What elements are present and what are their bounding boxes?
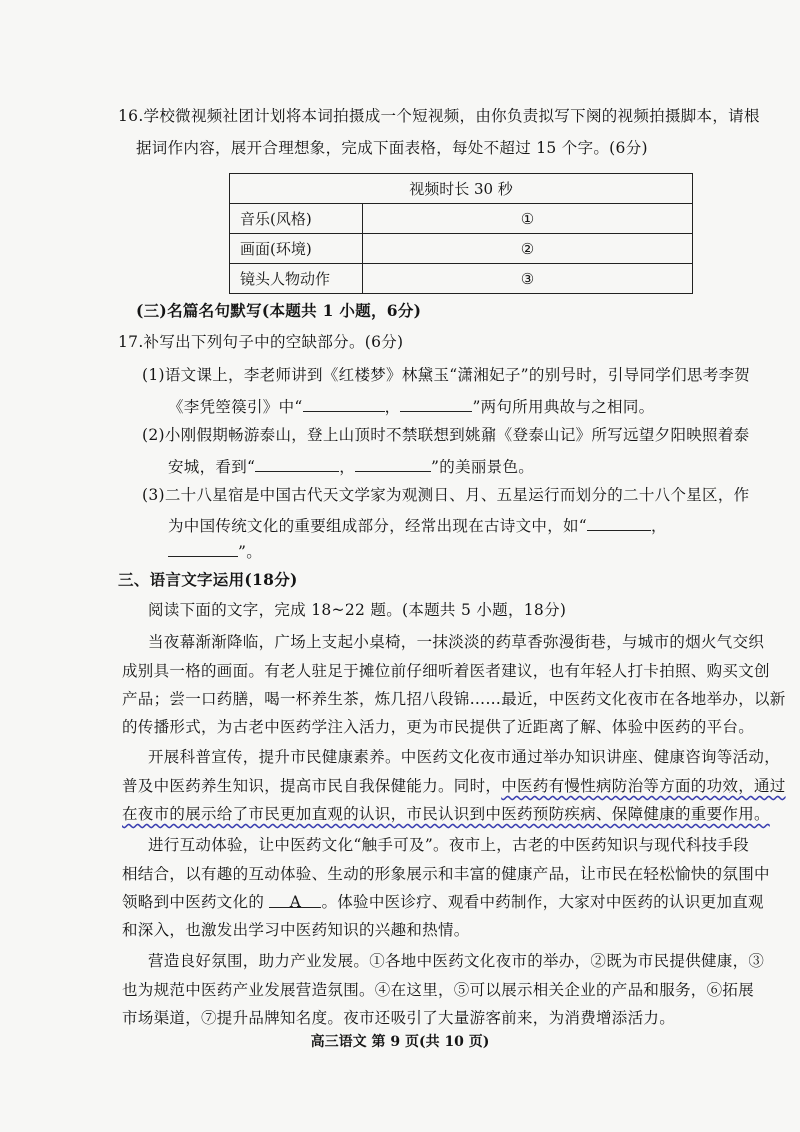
answer-blank[interactable] [400,395,472,412]
q17-stem: 17.补写出下列句子中的空缺部分。(6分) [118,333,404,351]
text-segment: ”两句所用典故与之相同。 [472,398,655,416]
table-cell-label: 音乐(风格) [230,204,363,234]
answer-blank[interactable] [587,514,651,531]
para-3-line-2: 相结合，以有趣的互动体验、生动的形象展示和丰富的健康产品，让市民在轻松愉快的氛围中 [122,865,770,883]
text-segment: 普及中医药养生知识，提高市民自我保健能力。同时， [122,777,502,795]
text-segment: ， [384,398,401,416]
para-4-line-3: 市场渠道，⑦提升品牌知名度。夜市还吸引了大量游客前来，为消费增添活力。 [122,1009,676,1027]
table-row [230,264,693,294]
q16-line-1: 16.学校微视频社团计划将本词拍摄成一个短视频，由你负责拟写下阕的视频拍摄脚本，请根 [118,107,760,125]
text-segment: 。体验中医诊疗、观看中药制作，大家对中医药的认识更加直观 [321,893,764,911]
para-1-line-1: 当夜幕渐渐降临，广场上支起小桌椅，一抹淡淡的药草香弥漫街巷，与城市的烟火气交织 [148,633,765,651]
answer-blank[interactable] [168,540,238,557]
blank-a-label: A [289,893,302,911]
para-1-line-4: 的传播形式，为古老中医药学注入活力，更为市民提供了近距离了解、体验中医药的平台。 [122,718,755,736]
table-header: 视频时长 30 秒 [230,174,693,204]
q17-item-3-line-3 [168,540,262,563]
para-3-line-1: 进行互动体验，让中医药文化“触手可及”。夜市上，古老的中医药知识与现代科技手段 [148,836,750,854]
table-cell-value: ③ [363,264,693,294]
para-2-line-3 [122,803,770,825]
para-3-line-3 [122,891,764,913]
text-segment: 为中国传统文化的重要组成部分，经常出现在古诗文中，如“ [168,517,588,535]
text-segment: 《李凭箜篌引》中“ [168,398,303,416]
table-cell-value: ① [363,204,693,234]
table-cell-value: ② [363,234,693,264]
para-4-line-2: 也为规范中医药产业发展营造氛围。④在这里，⑤可以展示相关企业的产品和服务，⑥拓展 [122,981,755,999]
q17-item-3-line-2 [168,514,667,537]
para-3-line-4: 和深入，也激发出学习中医药知识的兴趣和热情。 [122,921,470,939]
para-1-line-2: 成别具一格的画面。有老人驻足于摊位前仔细听着医者建议，也有年轻人打卡拍照、购买文创 [122,662,770,680]
table-header-row [230,174,693,204]
para-1-line-3: 产品；尝一口药膳，喝一杯养生茶，炼几招八段锦……最近，中医药文化夜市在各地举办，以新 [122,690,786,708]
table-cell-label: 画面(环境) [230,234,363,264]
text-segment: ， [651,517,667,535]
text-segment: ”。 [238,543,263,561]
q16-line-2: 据词作内容，展开合理想象，完成下面表格，每处不超过 15 个字。(6分) [136,139,648,157]
underlined-sentence: 中医药有慢性病防治等方面的功效，通过 [501,777,786,795]
page-footer: 高三语文 第 9 页(共 10 页) [310,1034,490,1050]
para-2-line-2 [122,775,786,797]
table-row [230,204,693,234]
text-segment: ”的美丽景色。 [431,458,535,476]
answer-blank[interactable] [355,455,431,472]
para-4-line-1: 营造良好氛围，助力产业发展。①各地中医药文化夜市的举办，②既为市民提供健康，③ [148,952,765,970]
text-segment: 领略到中医药文化的 [122,893,265,911]
video-script-table [229,173,693,294]
answer-blank[interactable] [303,395,385,412]
blank-a[interactable] [269,891,321,911]
text-segment: ， [339,458,356,476]
part-3-title: 三、语言文字运用(18分) [118,570,298,589]
section-3-title: (三)名篇名句默写(本题共 1 小题，6分) [136,301,422,320]
q17-item-2-line-1: (2)小刚假期畅游泰山，登上山顶时不禁联想到姚鼐《登泰山记》所写远望夕阳映照着泰 [142,426,750,444]
underlined-sentence: 在夜市的展示给了市民更加直观的认识，市民认识到中医药预防疾病、保障健康的重要作用。 [122,805,770,823]
q17-item-1-line-2 [168,395,654,418]
reading-intro: 阅读下面的文字，完成 18~22 题。(本题共 5 小题，18分) [148,601,567,619]
answer-blank[interactable] [255,455,339,472]
text-segment: 安城，看到“ [168,458,256,476]
table-cell-label: 镜头人物动作 [230,264,363,294]
table-row [230,234,693,264]
q17-item-2-line-2 [168,455,534,478]
para-2-line-1: 开展科普宣传，提升市民健康素养。中医药文化夜市通过举办知识讲座、健康咨询等活动， [148,748,781,766]
q17-item-1-line-1: (1)语文课上，李老师讲到《红楼梦》林黛玉“潇湘妃子”的别号时，引导同学们思考李贺 [142,366,751,384]
q17-item-3-line-1: (3)二十八星宿是中国古代天文学家为观测日、月、五星运行而划分的二十八个星区，作 [142,486,750,504]
